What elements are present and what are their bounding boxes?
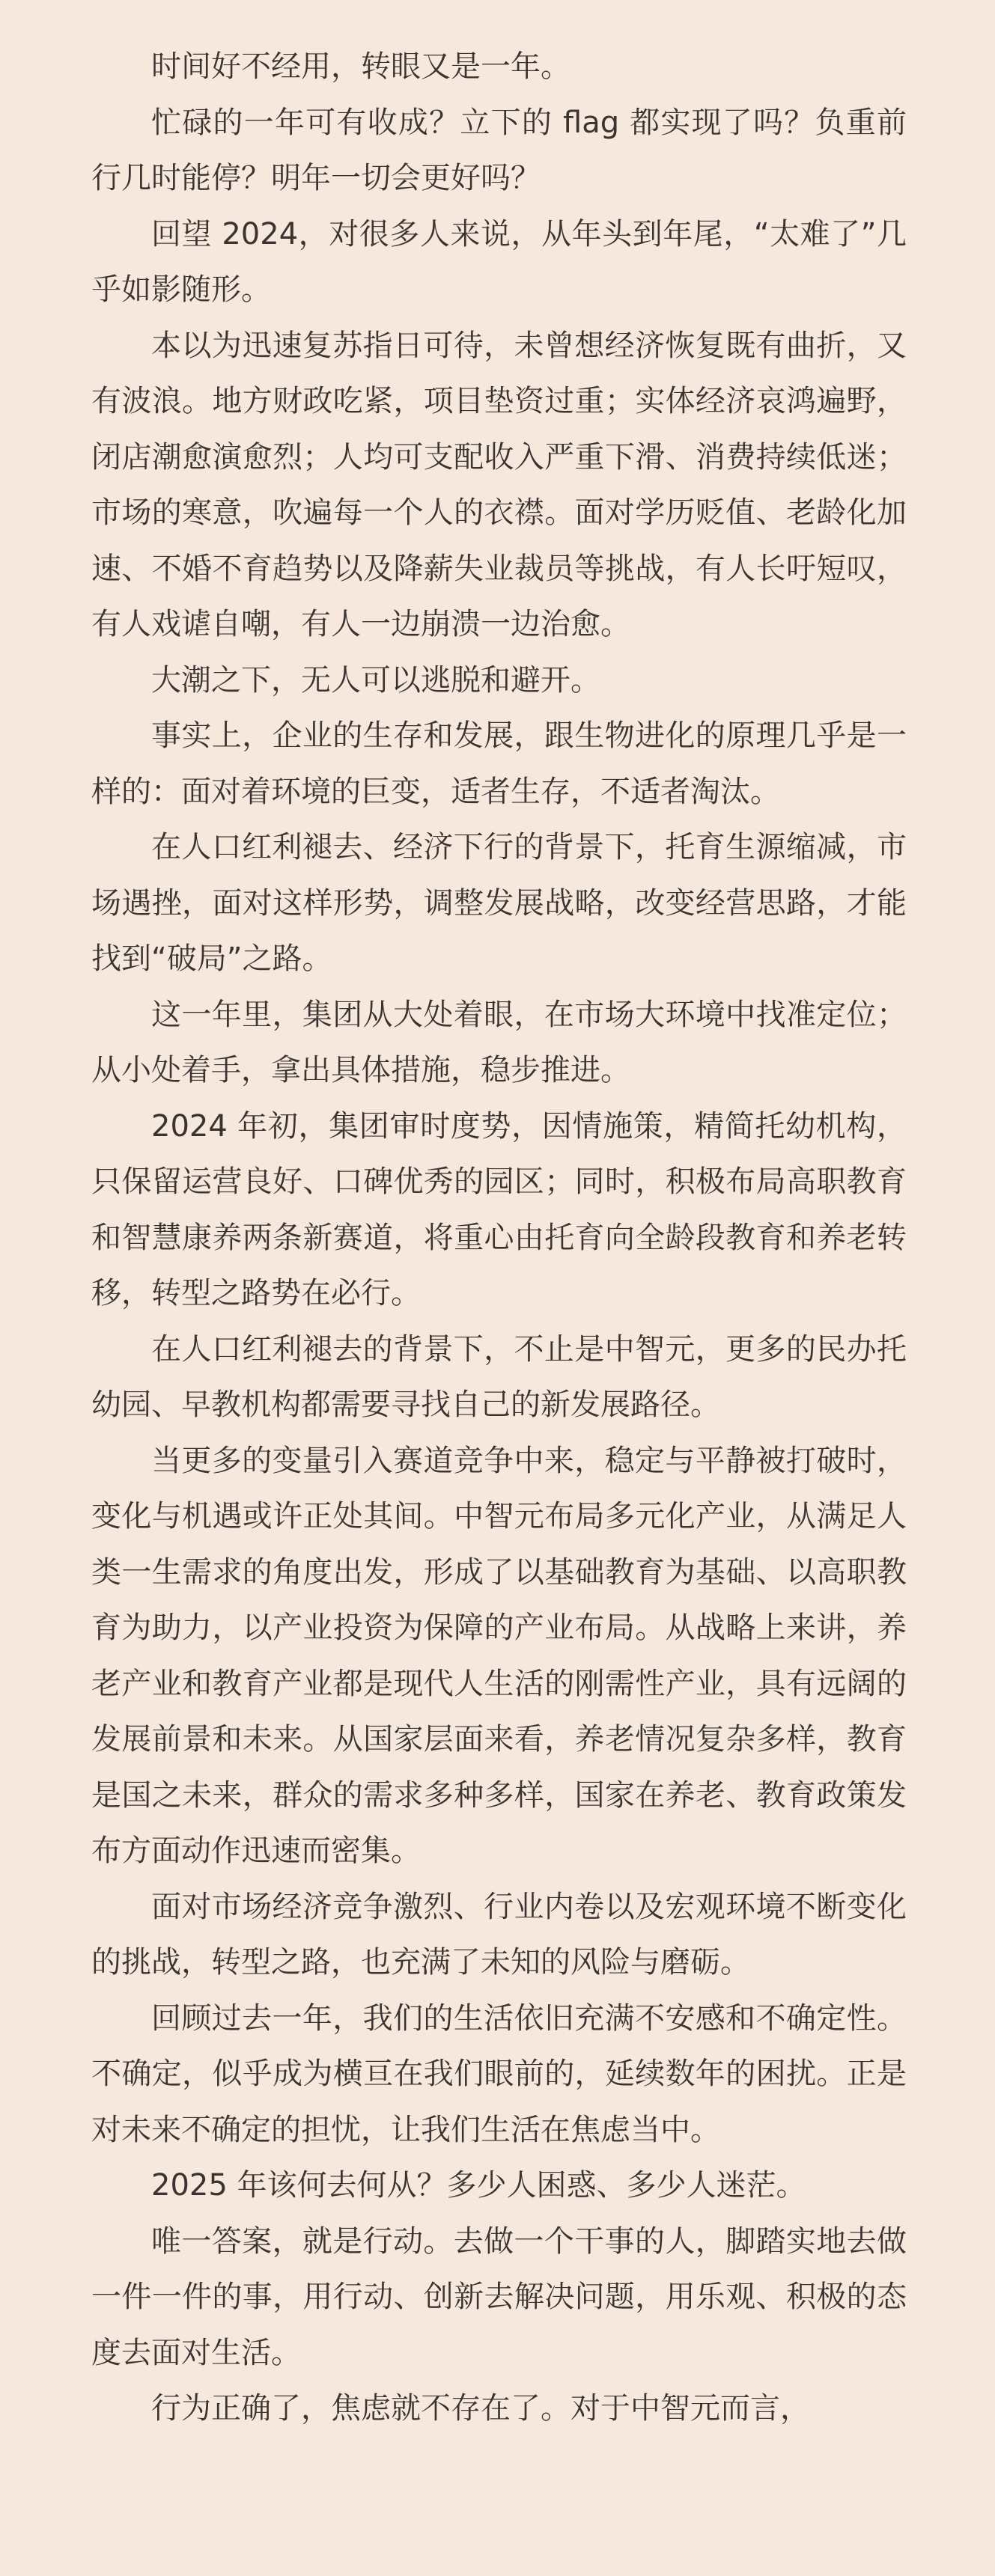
paragraph: 回望 2024，对很多人来说，从年头到年尾，“太难了”几乎如影随形。 <box>91 216 907 307</box>
paragraph: 唯一答案，就是行动。去做一个干事的人，脚踏实地去做一件一件的事，用行动、创新去解决问题，用乐观、积极的态度去面对生活。 <box>91 2224 907 2370</box>
paragraph: 忙碌的一年可有收成？立下的 flag 都实现了吗？负重前行几时能停？明年一切会更好吗？ <box>91 105 907 195</box>
paragraph: 时间好不经用，转眼又是一年。 <box>151 49 570 84</box>
paragraph: 大潮之下，无人可以逃脱和避开。 <box>151 662 600 698</box>
paragraph: 在人口红利褪去的背景下，不止是中智元，更多的民办托幼园、早教机构都需要寻找自己的新发展路径。 <box>91 1331 907 1422</box>
paragraph: 回顾过去一年，我们的生活依旧充满不安感和不确定性。不确定，似乎成为横亘在我们眼前的，延续数年的困扰。正是对未来不确定的担忧，让我们生活在焦虑当中。 <box>91 2000 907 2147</box>
paragraph: 面对市场经济竞争激烈、行业内卷以及宏观环境不断变化的挑战，转型之路，也充满了未知的风险与磨砺。 <box>91 1889 907 1980</box>
paragraph: 在人口红利褪去、经济下行的背景下，托育生源缩减，市场遇挫，面对这样形势，调整发展战略，改变经营思路，才能找到“破局”之路。 <box>91 830 907 976</box>
paragraph: 2025 年该何去何从？多少人困惑、多少人迷茫。 <box>151 2168 806 2203</box>
paragraph: 事实上，企业的生存和发展，跟生物进化的原理几乎是一样的：面对着环境的巨变，适者生存，不适者淘汰。 <box>91 718 907 809</box>
paragraph: 这一年里，集团从大处着眼，在市场大环境中找准定位；从小处着手，拿出具体措施，稳步推进。 <box>91 997 907 1087</box>
paragraph: 行为正确了，焦虑就不存在了。对于中智元而言， <box>151 2391 810 2426</box>
paragraph: 当更多的变量引入赛道竞争中来，稳定与平静被打破时，变化与机遇或许正处其间。中智元布局多元化产业，从满足人类一生需求的角度出发，形成了以基础教育为基础、以高职教育为助力，以产业投资为保障的产业布局。从战略上来讲，养老产业和教育产业都是现代人生活的刚需性产业，具有远阔的发展前景和未来。从国家层面来看，养老情况复杂多样，教育是国之未来，群众的需求多种多样，国家在养老、教育政策发布方面动作迅速而密集。 <box>91 1443 907 1868</box>
paragraph: 本以为迅速复苏指日可待，未曾想经济恢复既有曲折，又有波浪。地方财政吃紧，项目垫资过重；实体经济哀鸿遍野，闭店潮愈演愈烈；人均可支配收入严重下滑、消费持续低迷；市场的寒意，吹遍每一个人的衣襟。面对学历贬值、老龄化加速、不婚不育趋势以及降薪失业裁员等挑战，有人长吁短叹，有人戏谑自嘲，有人一边崩溃一边治愈。 <box>91 328 907 641</box>
paragraph: 2024 年初，集团审时度势，因情施策，精简托幼机构，只保留运营良好、口碑优秀的园区；同时，积极布局高职教育和智慧康养两条新赛道，将重心由托育向全龄段教育和养老转移，转型之路势在必行。 <box>91 1108 907 1310</box>
